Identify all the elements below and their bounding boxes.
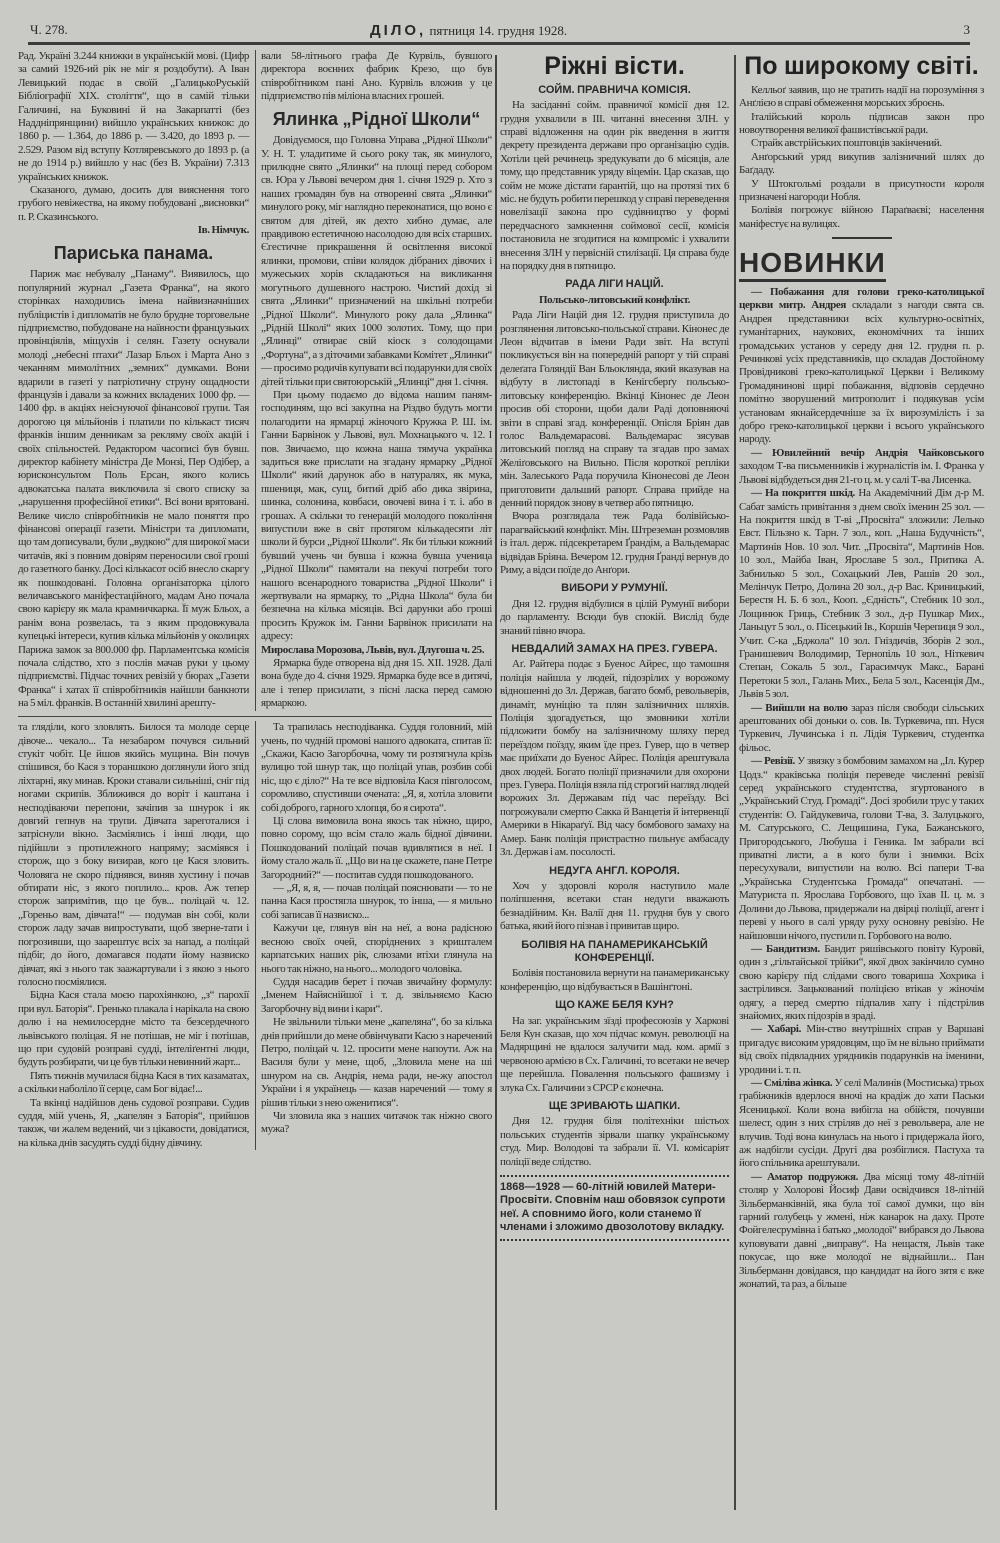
world-item: У Штокгольмі роздали в присутности короля призначені нагороди Нобля. — [739, 177, 984, 203]
news-text: У звязку з бомбовим замахом на „Іл. Курер Цодз.“ краківська поліція переведе численні ревізії серед українського студентства, згуртованого в „Український Студ. Громаді“. Досі зробили трус у таких студентів: О. Гайдукевича, голови Т-ва, З. Залуцького, М. Сатурського, С. Лещишина, Гука, Бажанського, Пригородського, Любуша і Геника. Ім забрали всі приватні листи, а в кого були і знимки. Всіх пересухували, випустили на волю. Всі папери Т-ва „Українська Студентська Громада“ опечатані. — Матуриста п. Ярослава Горбового, що їхав ІІ. ц. м. з Долини до Львова, придержали на двірці поліції, агент і переві у нього в салі уряду руху основну ревізію. Не найшовши нічого, пустили п. Горбового на волю. — [739, 755, 984, 942]
paragraph: На засіданні сойм. правничої комісії дня 12. грудня ухвалили в III. читанні внесення ЗЛН. у справі відложення на один рік введення в життя декрету президента держави про організацію судів. Хотіли цей речинець зредукувати до 6 місяців, але тому, що представник уряду віцемін. Цар сказав, що сойм не може дістати ґарантій, що на протязі тих 6 міс. не будуть робити перешкод у справі переведення новелізації закона про судівництво у формі передчасного замкнення соймової сесії, комісія постановила не згодитися на компроміс і ухвалити внесення ЗЛН у первісній стилізації. Ця справа буде на порядку дня в пятницю. — [500, 99, 729, 273]
paragraph: Пять тижнів мучилася бідна Кася в тих казаматах, а скільки наболіло її серце, сам Бог відає!... — [18, 1069, 249, 1096]
paragraph: Рад. Україні 3.244 книжки в українській мові. (Цифр за самий 1926-ий рік не міг я роздобути). А Іван Левицький подає в своїй „ГалицькоРуській Бібліографії XIX. століття“, що в самій тільки Галичині, на Буковині й на Закарпатті (без Наддніпрянщини) вийшло українських книжок: до 1860 р. — 1.364, до 1886 р. — 3.420, до 1893 р. — 2.529. Разом від вступу Котляревського до 1893 р. (а не до 1914 р.) вийшло у нас (без В. України) 7.313 українських книжок. — [18, 50, 249, 183]
news-item — [739, 447, 984, 487]
news-text: заходом Т-ва письменників і журналістів ім. І. Франка у Львові відбудеться дня 21-го ц. м. у салі Т-ва Лисенка. — [739, 460, 984, 486]
news-item — [739, 943, 984, 1023]
prosvita-notice: 1868—1928 — 60-літній ювилей Матери-Просвіти. Сповнім наш обовязок супроти неї. А сповнимо його, коли станемо її членами і зложимо двозолотову вкладку. — [500, 1175, 729, 1241]
news-item — [739, 755, 984, 943]
news-lead: — Хабарі. — [751, 1023, 801, 1036]
news-lead: — Ревізії. — [751, 755, 795, 768]
news-text: Бандит ряшівського повіту Куровй, один з „гільтайської трійки“, якої двох закінчило сумно свою карієру під слідами свого товариша Хохрика і застрілився. Зацькований поліцією втікав у жіночім одягу, а перед смертю підпалив хату і підстрілив знайомих, яких підозрів в зраді. — [739, 942, 984, 1022]
subhead: ЩО КАЖЕ БЕЛЯ КУН? — [555, 999, 674, 1012]
section-title-novynky: НОВИНКИ — [739, 248, 886, 282]
paragraph: Бідна Кася стала моєю парохіянкою, „з“ парохії при вул. Баторія“. Гренько плакала і нарікала на свою долю і на немилосердне місто та безсердечного львівського поліцая. Я не потішав, не міг і потішав, що при судовій розправі судді, інтеліґентні люди, будуть розбирати, чи це був тільки невинний жарт... — [18, 989, 249, 1069]
news-item — [739, 487, 984, 702]
paragraph: Аґ. Райтера подає з Буенос Айрес, що тамошня поліція найшла у людей, підозрілих у ворожому відношенні до Зл. Держав, багато бомб, револьверів, динаміт, муніцію та плян залізничних шляхів. Поліція здогадується, що змовники хотіли підложити бомбу на залізничному шляху перед переїздом поїзду, яким їде през. Гувер, що в четвер має приїхати до Буенос Айрес. Поліція арештувала двох людей. Богато поліції призначили для охорони през. Гувера. Поліція взяла під строгий нагляд людей ворожих Зл. Державам під час переїзду. Всі погрожували смертю Сакка й Ванцетія й інтервенції Америки в Нікараґуї. Від часу бомбового замаху на Амер. Банк поліція пристрастно пильнує амбасаду Зл. Держав і ам. посолості. — [500, 658, 729, 859]
column-divider — [734, 55, 736, 1510]
world-item: Італійський король підписав закон про новоутворення великої фашистівської ради. — [739, 110, 984, 136]
column-3 — [500, 50, 729, 1241]
article-title-yalynka: Ялинка „Рідної Школи“ — [272, 108, 481, 129]
newspaper-title: ДІЛО, — [370, 22, 427, 39]
column-2 — [261, 50, 492, 711]
section-title-rizhni-visty: Ріжні вісти. — [544, 52, 685, 80]
news-text: Два місяці тому 48-літній столяр у Холорові Йосиф Дави освідчився 18-літній Зільберманківній, яка була тої самої думки, що він гарний голубець у жмені, ніж канарок на даху. Проте Фойгелесрумівна і батько „молодої“ вибрався до Львова куповувати давні „виправу“. На нещастя, Львів таке покусає, що вже молодої не віднайшли... Пан Зільберманн довідався, що кандидат на його зятя є вже жонатий, та раз, а більше — [739, 1170, 984, 1291]
address: Мирослава Морозова, Львів, вул. Длугоша ч. 25. — [261, 643, 485, 656]
paragraph: Та вкінці надійшов день судової розправи. Судив суддя, мій учень, Я, „капелян з Баторія“, прийшов також, чи жалем ведений, чи з цікавости, довідатися, на кілька днів засудять судді бідну дівчину. — [18, 1096, 249, 1149]
world-item: Болівія погрожує війною Параґваєві; населення маніфестує на вулицях. — [739, 204, 984, 230]
news-lead: — Сміліва жінка. — [751, 1076, 833, 1089]
paragraph: Кажучи це, глянув він на неї, а вона радісною весною своїх очей, споріднених з кришталем карпатських наших рік, слюзами втіхи глянула на нього так ніжно, на нього... молодого чоловіка. — [261, 922, 492, 975]
short-rule — [832, 237, 892, 239]
news-list — [739, 286, 984, 1291]
paragraph: Париж має небувалу „Панаму“. Виявилось, що популярний журнал „Газета Франка“, на якого сторінках находились імена найвизначніших публіцистів і дипломатів не було брудне торговельне підприємство, побудоване на наївности французьких провінціялів, міщухів і селян. Газету оснували молоді „небесні птахи“ Лазар Бльох і Марта Ано з чеканням мимолітних „земних“ думками. Вони вдарили в газеті у патріотичну струну ощадности французів і давали за кожних вкладених 1000 фр. — 1400 фр. в акціях неіснуючої фінансової групи. Тая дорогою ця мільйонів і платили по кількаст тисяч франків іншим денникам за рекляму своїх акцій і своїх спільностей. Редактором часописі був бувш. директор кабінету міністра Де Монзі, Пер Одібер, а юрисконсультом Поль Ерсан, якого колись адвокатська палата виключила зі свого списку за „нарушення професійної етики“. Всі вони врятовані. Велике число співробітників не мало поняття про фінансові операції газети. Міністри та дипломати, що там дописували, були „вудкою“ для широкої маси читачів, які з повним довірям переносили свої гроші до газетного банку. Досі кількасот осіб внесло скаргу як пошкодовані. Головна організаторка цілого величавського маніфестаційного, мадам Ано почала свою карієру як мала крамничкарка. Її муж Бльох, а ранім вона розвелась, та з яким продовжувала купецькі інтереси, купив кілька мільйонів у околицях Парижа замок за 800.000 фр. Парламентська комісія почала слідство, хто з послів мачав руки у цьому підприємстві. Підчас точних ревізій у бюрах „Газети Франка“ і хатах її співробітників найшли банкноти на 5 міл. франків. В останній хвилині арешту- — [18, 268, 249, 710]
subhead: ЩЕ ЗРИВАЮТЬ ШАПКИ. — [548, 1100, 681, 1112]
column-4 — [739, 50, 984, 1291]
paragraph: Рада Ліги Націй дня 12. грудня приступила до розглянення литовсько-польської справи. Кінонес де Леон відчитав в імени Ради звіт. На вступі покликується він на попередній рапорт у тій справі делеґата Голяндії Ван Бльокляндa, який вказував на відбуту в листопаді в Кенігсберґу польсько-литовську конференцію. Вкінці Кінонес де Леон просив обі сторони, щоби дали Раді доповняючі звіти в справі згад. конференції. Опісля Бріян дав голос Вальдемарасові. Вальдемарас зясував литовський погляд на справу та згадав про замах Желіґовського на Вильно. Після короткої репліки мін. Залеського Рада поручила Кінонесові де Леон приготовити дальший рапорт. Справа прийде на денний порядок знову в четвер або пятницю. — [500, 309, 729, 509]
paragraph: Суддя насадив берет і почав звичайну формулу: „Іменем Найяснійшої і т. д. звільняємо Касю Загорбочну від вини і кари“. — [261, 975, 492, 1015]
news-item — [739, 286, 984, 447]
news-lead: — На покриття шкід. — [751, 487, 855, 500]
news-lead: — Бандитизм. — [751, 942, 820, 955]
paragraph: Та трапилась несподіванка. Суддя головний, мій учень, по чудній промові нашого адвоката, спитав її: „Скажи, Касю Загорбочна, чому ти розтягнула крізь вулицю той шнур так, що поліцай упав, розбив собі ніс, що є діло?“ На те все відповіла Кася півголосом, соромливо, спустивши очената: „Я, я, хотіла зловити собі доброго, гарного хлопця, бо я сирота“. — [261, 721, 492, 814]
subhead: СОЙМ. ПРАВНИЧА КОМІСІЯ. — [538, 83, 691, 96]
news-lead: — Аматор подружжя. — [751, 1170, 858, 1183]
paragraph: та гляділи, кого зловлять. Билося та молоде серце дівоче... чекало... Та незабаром почувся сильний стукіт чобіт. Це йшов якийсь мущина. Він почув спішився, бо Кася з тораншкою доглянули його зпід ліхтарні, яку минав. Кроки ставали сильніші, сніг під ногами скрипів. Зближився до воріт і каштана і несподіваючи перепони, зачіпив за шнурок і як довгий гепнув на трупи. Дівчата зареготалися і затріснули вікно. Засміялись і інші люди, що підійшли з протилежного напряму; засміявся і сторож, що з боку визирав, кого це Кася зловить. Чоловяга не скоро піднявся, виняв хустину і почав обтирати ніс, з якого поплило... кров. Аж тепер сторож запримітив, що це був... поліцай ч. 12. „Гореньо вам, дівчата!“ — подумав він собі, коли сторож ладу зачав випростувати, щоб зверне-тати і погрозивши, що заарештує всіх за напад, а поліцай підбіг, до його, домагався подати йому назвиско дівчат, які з нього так заажартували і з якою з нього голосно посміялися. — [18, 721, 249, 988]
news-text: зараз після свободи сільських арештованих обі доньки о. сов. Ів. Туркевича, пп. Нуся Туркевич, Лучинська і п. Лідія Туркевич, студентка фільос. — [739, 701, 984, 754]
subhead: БОЛІВІЯ НА ПАНАМЕРИКАНСЬКІЙ КОНФЕРЕНЦІЇ. — [521, 938, 708, 964]
left-section — [18, 50, 492, 1150]
paragraph: Чи зловила яка з наших читачок так ніжно свого мужа? — [261, 1109, 492, 1136]
paragraph: Не звільнили тільки мене „капеляна“, бо за кілька днів прийшли до мене обвінчувати Касю з наречений Петро, поліцай ч. 12. просити мене напоути. Аж на Василя були у мене, щоб, „Зловила мене на ші шнуром на св. Андрія, нема ради, не-жу апостол України і я українець — казав наречений — тому я рішив тільки з нею оженитися“. — [261, 1016, 492, 1109]
subhead: ВИБОРИ У РУМУНІЇ. — [561, 582, 668, 595]
article-title-panama: Париська панама. — [53, 242, 214, 263]
masthead-title — [370, 22, 567, 39]
section-rule — [18, 716, 492, 718]
news-item — [739, 1023, 984, 1077]
issue-number: Ч. 278. — [30, 22, 68, 37]
subhead-minor: Польсько-литовський конфлікт. — [538, 293, 691, 306]
header-rule — [28, 42, 970, 45]
world-item: Анґорський уряд викупив залізничний шлях до Баґдаду. — [739, 150, 984, 177]
signature: Ів. Німчук. — [197, 224, 249, 237]
paragraph: Довідуємося, що Головна Управа „Рідної Школи“ У. Н. Т. уладитиме й сього року так, як минулого, прилюдне свято „Ялинки“ на площі перед собором св. Юра у Львові вечером дня 1. січня 1929 р. Хто з наших громадян був на отворенні свята „Ялинки“ минулого року, міг наглядно переконатися, що воно є святом для дітей, як дехто хибно думає, але правдивою естетичною насолодою для всіх старших. Єгестичне прикрашення й освітлення високої ялинки, промови, співи колядок дібраних дівочих і мужеських хорів складаються на викликання могутнього душевного настрою. Чистий дохід зі свята „Ялинки“ призначений на шкільні потреби „Рідної Школи“. Минулого року дала „Ялинка“ „Рідній Школі“ яких 1000 золотих. Тому, що при „Ялинці“ отвирає свій кіоск з солодощами „Фортуна“, а з діточими забавками Комітет „Ялинки“ — просимо родичів купувати всі подарунки для своїх дітей тільки при святоюрській „Ялинці“ дня 1. січня. — [261, 134, 493, 388]
column-1 — [18, 50, 249, 711]
paragraph: — „Я, я, я, — почав поліцай пояснювати — то не панна Кася простягла шнурок, то інша, — я мильно собі записав її назвиско... — [261, 882, 492, 921]
top-articles — [18, 50, 492, 711]
news-text: На Академічний Дім д-р М. Сабат замість привітання з днем своїх іменин 25 зол. — На покриття шкід в Т-ві „Просвіта“ зложили: Лелько Евст. Пільзно к. Тарн. 7 зол., коп. „Наша Будучність“, Мартинів Нов. 10 зол. Чит. „Просвіта“, Мартинів Нов. 10 зол., Майба Іван, Ярославе 5 зол., Притика А. Забнилько 5 зол., Сохацький Лев, Рашів 20 зол., Мелінчук Петро, Долина 20 зол., д-р Вас. Криницький, Берестя Н. Б. 6 зол., Кооп. „Єдність“, Стебник 10 зол., Лощинюк Гриць, Стебник 3 зол., д-р Пушкар Мих., Ланьцут 5 зол., о. Пісецький Ів., Коршів Черепиця 9 зол., Учит. С-ка „Бджола“ 10 зол. Гніздичів, Зборів 2 зол., Гранишевич Володимир, Тернопіль 10 зол., Ніткевич Степан, Сокаль 5 зол., Гарасимчук Макс., Барані Перетоки 5 зол., Галань Мих., Бела 5 зол., Касенція Дм., Львів 5 зол. — [739, 487, 984, 701]
paragraph: Дня 12. грудня відбулися в цілій Румунії вибори до парламенту. Всюди був спокій. Вислід буде знаний півно вчора. — [500, 597, 729, 637]
news-lead: — Вийшли на волю — [751, 701, 848, 714]
paragraph: Болівія постановила вернути на панамериканську конференцію, що відбувається в Вашінґтоні. — [500, 967, 729, 993]
news-item — [739, 1171, 984, 1292]
news-item — [739, 1077, 984, 1171]
page-number: 3 — [963, 22, 970, 37]
news-lead: — Ювилейний вечір Андрія Чайковського — [751, 446, 984, 459]
paragraph: Сказаного, думаю, досить для вияснення того грубого невіжества, на якому побудовані „висновки“ п. Р. Сказинського. — [18, 184, 249, 223]
news-text: У селі Малинів (Мостиська) трьох грабіжників вдерлося вночі на крадіж до хати Паськи Ясеницької. Коли вона вибігла на обійстя, почувши шелест, один з них стріляв до неї з револьвера, але не влучив. Тоді вона кинулась на нього і придержала його, аж надбігли сусіди. Другі два розбіглися. Пастуха та його спільника арештували. — [739, 1076, 984, 1170]
paragraph: вали 58-літнього графа Де Курвіль, бувшого директора воєнних фабрик Крезо, що був співробітником пані Ано. Курвіль вложив у це підприємство пів міліона власних грошей. — [261, 50, 492, 103]
paragraph: Ярмарка буде отворена від дня 15. XII. 1928. Далі вона буде до 4. січня 1929. Ярмарка буде все в дитячі, але і тепер присилати, з пісні ласка перед самою ярмаркою. — [261, 657, 492, 710]
paragraph: Вчора розглядала теж Рада болівійсько-парагвайський конфлікт. Мін. Штреземан розмовляв із італ. держ. підсекретарем Ґрандім, а Вальдемарас відвідав Бріяна. Вечером 12. грудня Ґранді вернув до Риму, а відси поїде до Анґори. — [500, 510, 729, 576]
news-text: складали з нагоди свята св. Андрея представники всіх культурно-освітніх, гуманітарних, наукових, економічних та інших громадських установ у середу дня 12. грудня п. р. Речинкові усіх представників, що складав Достойному Провідникові греко-католицької Церкви і Великому Громадянинові щирі побажання, відповів сердечно помітно зворушений митрополит і подякував усім установам якнайсердечніше за їх вирозумілість і за добро греко-католицької церкви і всього українського народу. — [739, 299, 985, 446]
news-lead: — Побажання для голови греко-католицької церкви митр. Андрея — [739, 286, 984, 312]
news-text: Мін-ство внутрішніх справ у Варшаві пригадує високим урядовцям, що їм не вільно приймати від своїх підвладних урядників подарунків на іменини, уродини і. т. п. — [739, 1023, 985, 1076]
masthead — [30, 22, 970, 42]
issue-date: пятниця 14. грудня 1928. — [429, 23, 568, 38]
news-item — [739, 702, 984, 756]
paragraph: Дня 12. грудня біля політехніки шістьох польських студентів зірвали шапку українському студ. Мир. Володові та забрали її. VI. комісаріят поліції веде слідство. — [500, 1115, 729, 1168]
paragraph: На заг. українським зїзді професоюзів у Харкові Беля Кун сказав, що хоч підчас комун. революції на Мадярщині не вдалося залучити мад. ком. армії з червоною армією в Сх. Галичині, то всетаки не вечер ще перейшла. Повалення польського фашизму і злука Сх. Галичини з СРСР є конечна. — [500, 1014, 729, 1094]
subhead: РАДА ЛІГИ НАЦІЙ. — [565, 278, 664, 291]
story — [18, 721, 492, 1150]
world-item: Келльоґ заявив, що не тратить надії на порозуміння з Анґлією в справі обмеження морських зброєнь. — [739, 83, 984, 110]
paragraph: Ці слова вимовила вона якось так ніжно, щиро, повно сорому, що всім стало жаль бідної дівчини. Пошкодований поліцай почав вдивлятися в неї. І йому стало жаль її. „Що ви на це скажете, пане Петре Загородний?“ — поспитав суддя пошкодованого. — [261, 815, 492, 881]
world-item: Страйк австрійських поштовців закінчений. — [751, 137, 942, 150]
paragraph: При цьому подаємо до відома нашим паням-господиням, що всі закупна на Різдво будуть могти полагодити на ярмарці жіночого Кружка Р. Ш. ім. Ганни Барвінок у Львові, вул. Мохнацького ч. 12. І пов. Звичаємо, що кожна наша тямуча українка задиться вже прислати на згадану ярмарку „Рідної Школи“ який дарунок або в натуралях, як мука, пшениця, мак, сущ, битий дріб або дика звірина, шинка, солонина, ковбаси, овочеві вина і т. і. або в грошах. А скільки то генерацій молодого покоління випустили вже в світ протягом кількадесяти літ школи й бурси „Рідної Школи“. Як би тільки кожний бувший учень чи бувша і кожна бувша ученица „Рідної Школи“ памятали на пекучі потреби того нашого всенародного товариства „Рідної Школи“ і жертвували на ярмарку, то „Рідна Школа“ була би безпечна на кілька місяців. Всі дарунки або гроші просить Кружок ім. Ганни Барвінок присилати на адресу: — [261, 388, 492, 643]
paragraph: Хоч у здоровлі короля наступило мале поліпшення, всетаки стан недуги вважають безнадійним. Кн. Валії дня 11. грудня був у свого батька, який його пізнав і привитав щиро. — [500, 879, 729, 933]
subhead: НЕДУГА АНГЛ. КОРОЛЯ. — [549, 864, 680, 877]
subhead: НЕВДАЛИЙ ЗАМАХ НА ПРЕЗ. ГУВЕРА. — [511, 643, 718, 655]
section-title-po-shyrokomu-sviti: По широкому світі. — [744, 52, 979, 80]
column-divider — [495, 55, 497, 1510]
